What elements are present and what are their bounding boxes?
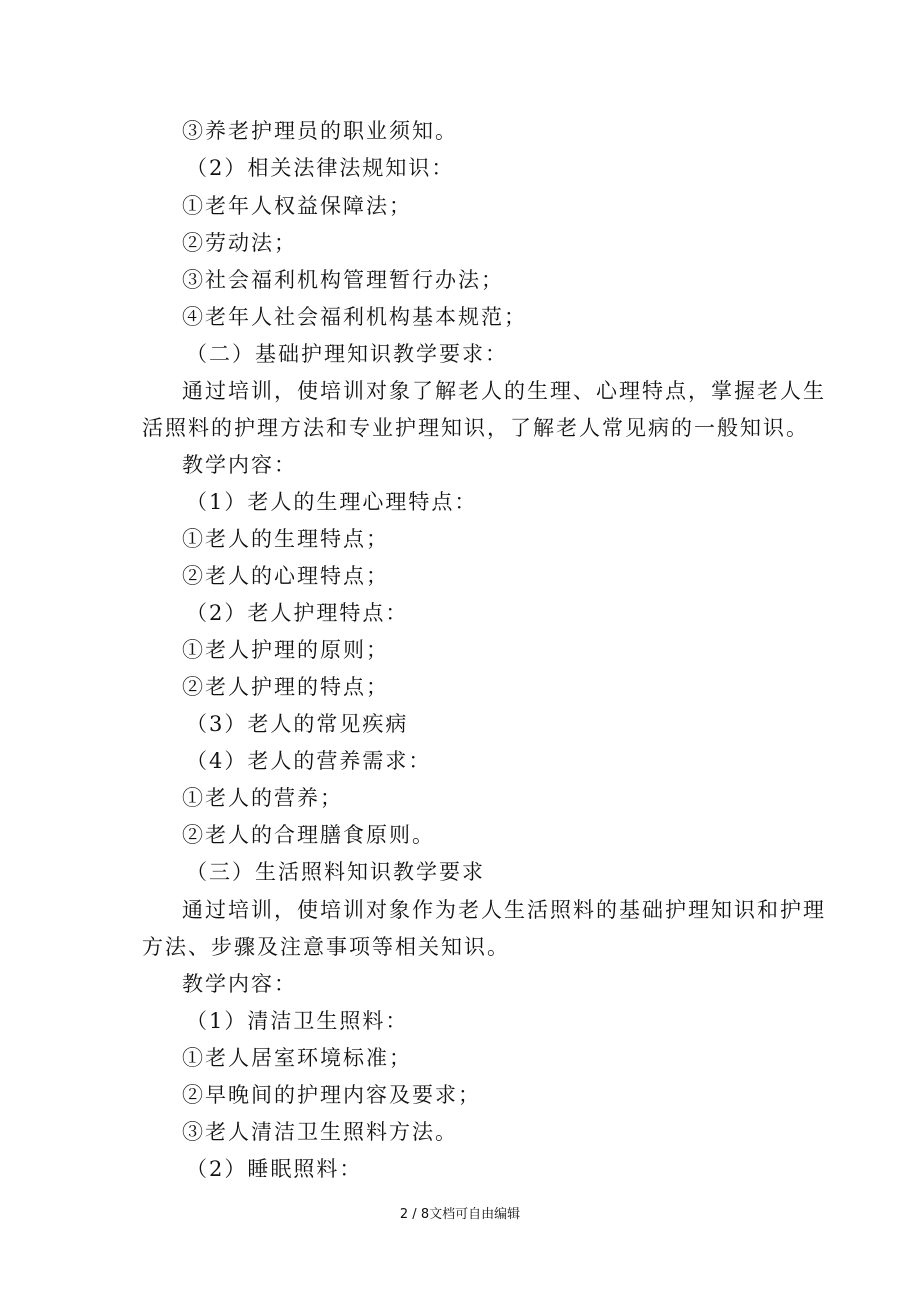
text-line: （2）睡眠照料： <box>186 1157 363 1181</box>
text-line: ③社会福利机构管理暂行办法； <box>182 268 504 292</box>
text-line: ③老人清洁卫生照料方法。 <box>182 1120 458 1144</box>
text-line: ①老人居室环境标准； <box>182 1046 412 1070</box>
paragraph-line: 通过培训，使培训对象作为老人生活照料的基础护理知识和护理 <box>182 898 826 922</box>
text-line: ②劳动法； <box>182 231 297 255</box>
text-line: （2）老人护理特点： <box>186 601 409 625</box>
text-line: ②老人的心理特点； <box>182 564 389 588</box>
text-line: 教学内容： <box>182 453 297 477</box>
text-line: （1）清洁卫生照料： <box>186 1009 409 1033</box>
text-line: ①老年人权益保障法； <box>182 194 412 218</box>
text-line: （4）老人的营养需求： <box>186 749 432 773</box>
paragraph-line: 活照料的护理方法和专业护理知识，了解老人常见病的一般知识。 <box>142 416 809 440</box>
text-line: ②老人护理的特点； <box>182 675 389 699</box>
paragraph-line: 通过培训，使培训对象了解老人的生理、心理特点，掌握老人生 <box>182 379 826 403</box>
text-line: （2）相关法律法规知识： <box>186 156 455 180</box>
text-line: ④老年人社会福利机构基本规范； <box>182 305 527 329</box>
text-line: ①老人的生理特点； <box>182 527 389 551</box>
text-line: ①老人的营养； <box>182 786 343 810</box>
text-line: ①老人护理的原则； <box>182 638 389 662</box>
text-line: ②老人的合理膳食原则。 <box>182 823 435 847</box>
text-line: （3）老人的常见疾病 <box>186 712 409 736</box>
paragraph-line: 方法、步骤及注意事项等相关知识。 <box>142 935 510 959</box>
section-heading: （二）基础护理知识教学要求： <box>186 342 508 366</box>
page-footer: 2 / 8文档可自由编辑 <box>399 1207 521 1222</box>
text-line: ③养老护理员的职业须知。 <box>182 119 458 143</box>
text-line: （1）老人的生理心理特点： <box>186 490 478 514</box>
section-heading: （三）生活照料知识教学要求 <box>186 860 485 884</box>
text-line: ②早晚间的护理内容及要求； <box>182 1083 481 1107</box>
text-line: 教学内容： <box>182 972 297 996</box>
